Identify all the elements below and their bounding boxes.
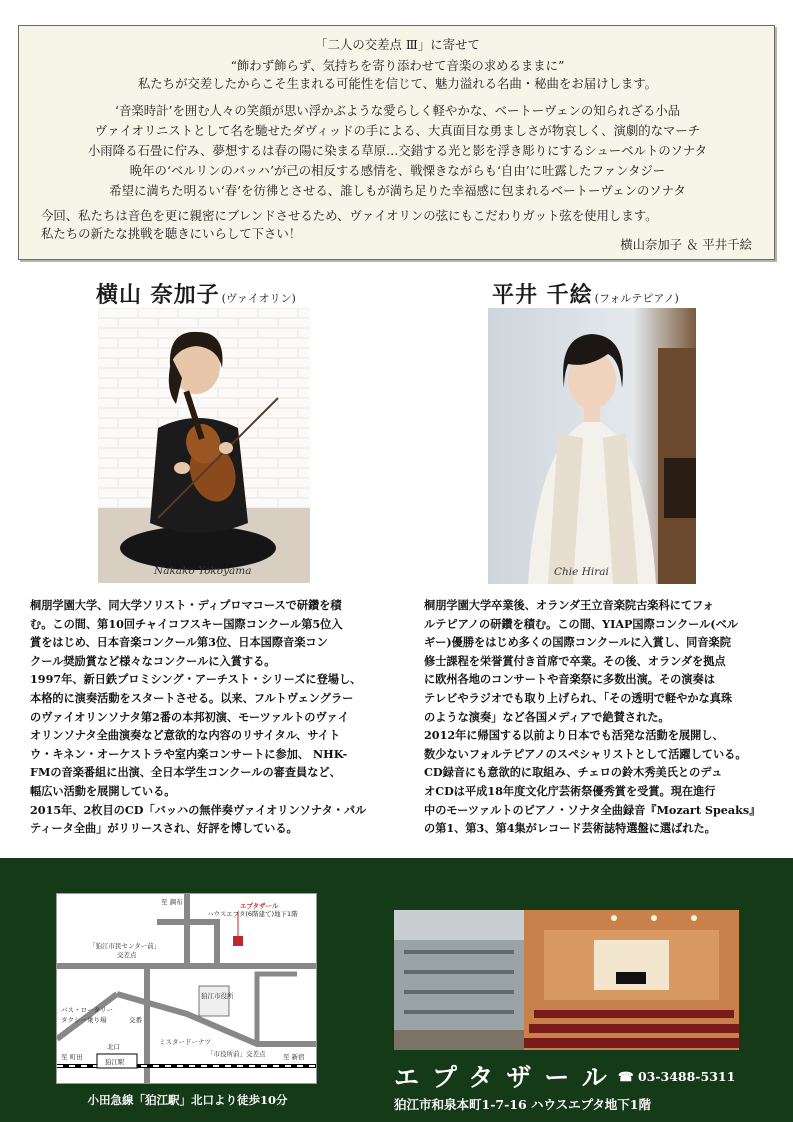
bio-line: む。この間、第10回チャイコフスキー国際コンクール第5位入 [30, 616, 343, 631]
map-hall-sublabel: ハウスエプタ(6階建て)地下1階 [207, 910, 298, 918]
bio-line: のヴァイオリンソナタ第2番の本邦初演、モーツァルトのヴァイ [30, 709, 349, 724]
bio-line: 本格的に演奏活動をスタートさせる。以来、フルトヴェングラー [30, 690, 354, 705]
map-bus-stop-label: 「狛江市民センター前」 [89, 942, 161, 950]
bio-line: オリンソナタ全曲演奏など意欲的な内容のリサイタル、サイト [30, 728, 341, 743]
venue-hall-image [394, 910, 739, 1050]
access-map-drawing [57, 894, 317, 1084]
venue-photo [394, 910, 739, 1050]
venue-phone-number[interactable]: 03-3488-5311 [637, 1069, 736, 1084]
bio-line: 1997年、新日鉄プロミシング・アーチスト・シリーズに登場し、 [30, 672, 362, 687]
map-station-label: 狛江駅 [105, 1058, 125, 1066]
map-cityhall-front-label: 「市役所前」交差点 [207, 1050, 266, 1058]
message-signature: 横山奈加子 ＆ 平井千絵 [620, 237, 752, 252]
message-intro-line: 私たちが交差したからこそ生まれる可能性を信じて、魅力溢れる名曲・秘曲をお届けします。 [137, 76, 658, 91]
bio-line: テレビやラジオでも取り上げられ、「その透明で軽やかな真珠 [424, 690, 733, 705]
bio-line: FMの音楽番組に出演、全日本学生コンクールの審査員など、 [30, 765, 341, 780]
bio-line: クール奨励賞など様々なコンクールに入賞する。 [30, 653, 276, 668]
bio-line: 2012年に帰国する以前より日本でも活発な活動を展開し、 [424, 728, 724, 743]
map-north-exit-label: 北口 [107, 1043, 120, 1051]
violinist-portrait-image [98, 308, 310, 583]
message-intro-line: “飾わず飾らず、気持ちを寄り添わせて音楽の求めるままに” [230, 58, 565, 73]
map-city-hall-label: 狛江市役所 [201, 992, 234, 1000]
bio-line: のような演奏」など各国メディアで絶賛された。 [424, 709, 670, 724]
map-bus-rotary-label: バス・ロータリー [61, 1006, 113, 1014]
bio-line: に欧州各地のコンサートや音楽祭に多数出演。その演奏は [424, 672, 715, 687]
performer-role: (フォルテピアノ) [594, 292, 679, 305]
bio-line: ギー)優勝をはじめ多くの国際コンクールに入賞し、同音楽院 [424, 635, 731, 650]
bio-line: の第1、第3、第4集がレコード芸術誌特選盤に選ばれた。 [424, 821, 716, 836]
map-koban-label: 交番 [129, 1016, 142, 1024]
performer-role: (ヴァイオリン) [221, 292, 296, 305]
performer-name-yokoyama [96, 278, 296, 309]
bio-line: 修士課程を栄誉賞付き首席で卒業。その後、オランダを拠点 [424, 653, 726, 668]
photo-yokoyama [98, 308, 310, 583]
bio-line: ルテピアノの研鑽を積む。この間、YIAP国際コンクール(ベル [424, 616, 738, 631]
map-store-label: ミスタードーナツ [159, 1038, 211, 1046]
access-map [56, 893, 317, 1084]
bio-line: 数少ないフォルテピアノのスペシャリストとして活躍している。 [424, 746, 747, 761]
message-box [18, 25, 775, 260]
bio-line: 幅広い活動を展開している。 [30, 783, 176, 798]
map-hall-label: エプタザール [240, 902, 279, 910]
bio-line: 中のモーツァルトのピアノ・ソナタ全曲録音『Mozart Speaks』 [424, 802, 761, 817]
photo-hirai [488, 308, 696, 584]
map-to-machida-label: 至 町田 [61, 1053, 83, 1061]
program-line: 晩年の‘ベルリンのバッハ’が己の相反する感情を、戦慄きながらも‘自由’に吐露したファンタジー [129, 163, 666, 178]
performer-name-hirai [492, 278, 679, 309]
bio-line: 賞をはじめ、日本音楽コンクール第3位、日本国際音楽コン [30, 635, 328, 650]
performer-name: 平井 千絵 [492, 282, 593, 308]
venue-address: 狛江市和泉本町1-7-16 ハウスエプタ地下1階 [394, 1097, 651, 1112]
message-heading: 「二人の交差点 Ⅲ」に寄せて [315, 37, 480, 52]
photo-caption: Chie Hirai [554, 566, 609, 578]
map-bus-stop-label-2: 交差点 [117, 951, 137, 959]
access-info: 小田急線「狛江駅」北口より徒歩10分 [87, 1093, 288, 1107]
venue-name: エプタザール [394, 1063, 620, 1092]
program-line: 希望に満ちた明るい‘春’を彷彿とさせる、誰しもが満ち足りた幸福感に包まれるベートーヴェンのソナタ [109, 183, 686, 198]
bio-line: ウ・キネン・オーケストラや室内楽コンサートに参加、 NHK- [30, 746, 348, 761]
telephone-icon: ☎ [618, 1069, 634, 1084]
performer-bio [30, 596, 366, 838]
venue-phone [618, 1069, 735, 1084]
bio-line: オCDは平成18年度文化庁芸術祭優秀賞を受賞。現在進行 [424, 783, 716, 798]
closing-line: 今回、私たちは音色を更に親密にブレンドさせるため、ヴァイオリンの弦にもこだわりガット弦を使用します。 [41, 208, 658, 223]
map-taxi-label: タクシー乗り場 [61, 1016, 107, 1024]
map-to-shinjuku-label: 至 新宿 [283, 1053, 305, 1061]
program-line: ヴァイオリニストとして名を馳せたダヴィッドの手による、大真面目な勇ましさが物哀しく、演劇的なマーチ [94, 123, 701, 138]
bio-line: 桐朋学園大学、同大学ソリスト・ディプロマコースで研鑽を積 [30, 598, 342, 612]
program-line: ‘音楽時計’を囲む人々の笑顔が思い浮かぶような愛らしく軽やかな、ベートーヴェンの知られざる小品 [115, 103, 680, 118]
closing-line: 私たちの新たな挑戦を聴きにいらして下さい！ [41, 226, 302, 241]
performer-name: 横山 奈加子 [96, 282, 220, 308]
map-to-chofu-label: 至 調布 [161, 898, 183, 906]
bio-line: 桐朋学園大学卒業後、オランダ王立音楽院古楽科にてフォ [424, 598, 714, 612]
bio-line: ティータ全曲」がリリースされ、好評を博している。 [30, 821, 298, 836]
performer-bio [424, 596, 760, 838]
bio-line: 2015年、2枚目のCD「バッハの無伴奏ヴァイオリンソナタ・パル [30, 802, 367, 817]
pianist-portrait-image [488, 308, 696, 584]
program-line: 小雨降る石畳に佇み、夢想するは春の陽に染まる草原…交錯する光と影を浮き彫りにするシューベルトのソナタ [87, 143, 708, 158]
bio-line: CD録音にも意欲的に取組み、チェロの鈴木秀美氏とのデュ [424, 765, 723, 780]
photo-caption: Nakako Yokoyama [154, 565, 252, 577]
